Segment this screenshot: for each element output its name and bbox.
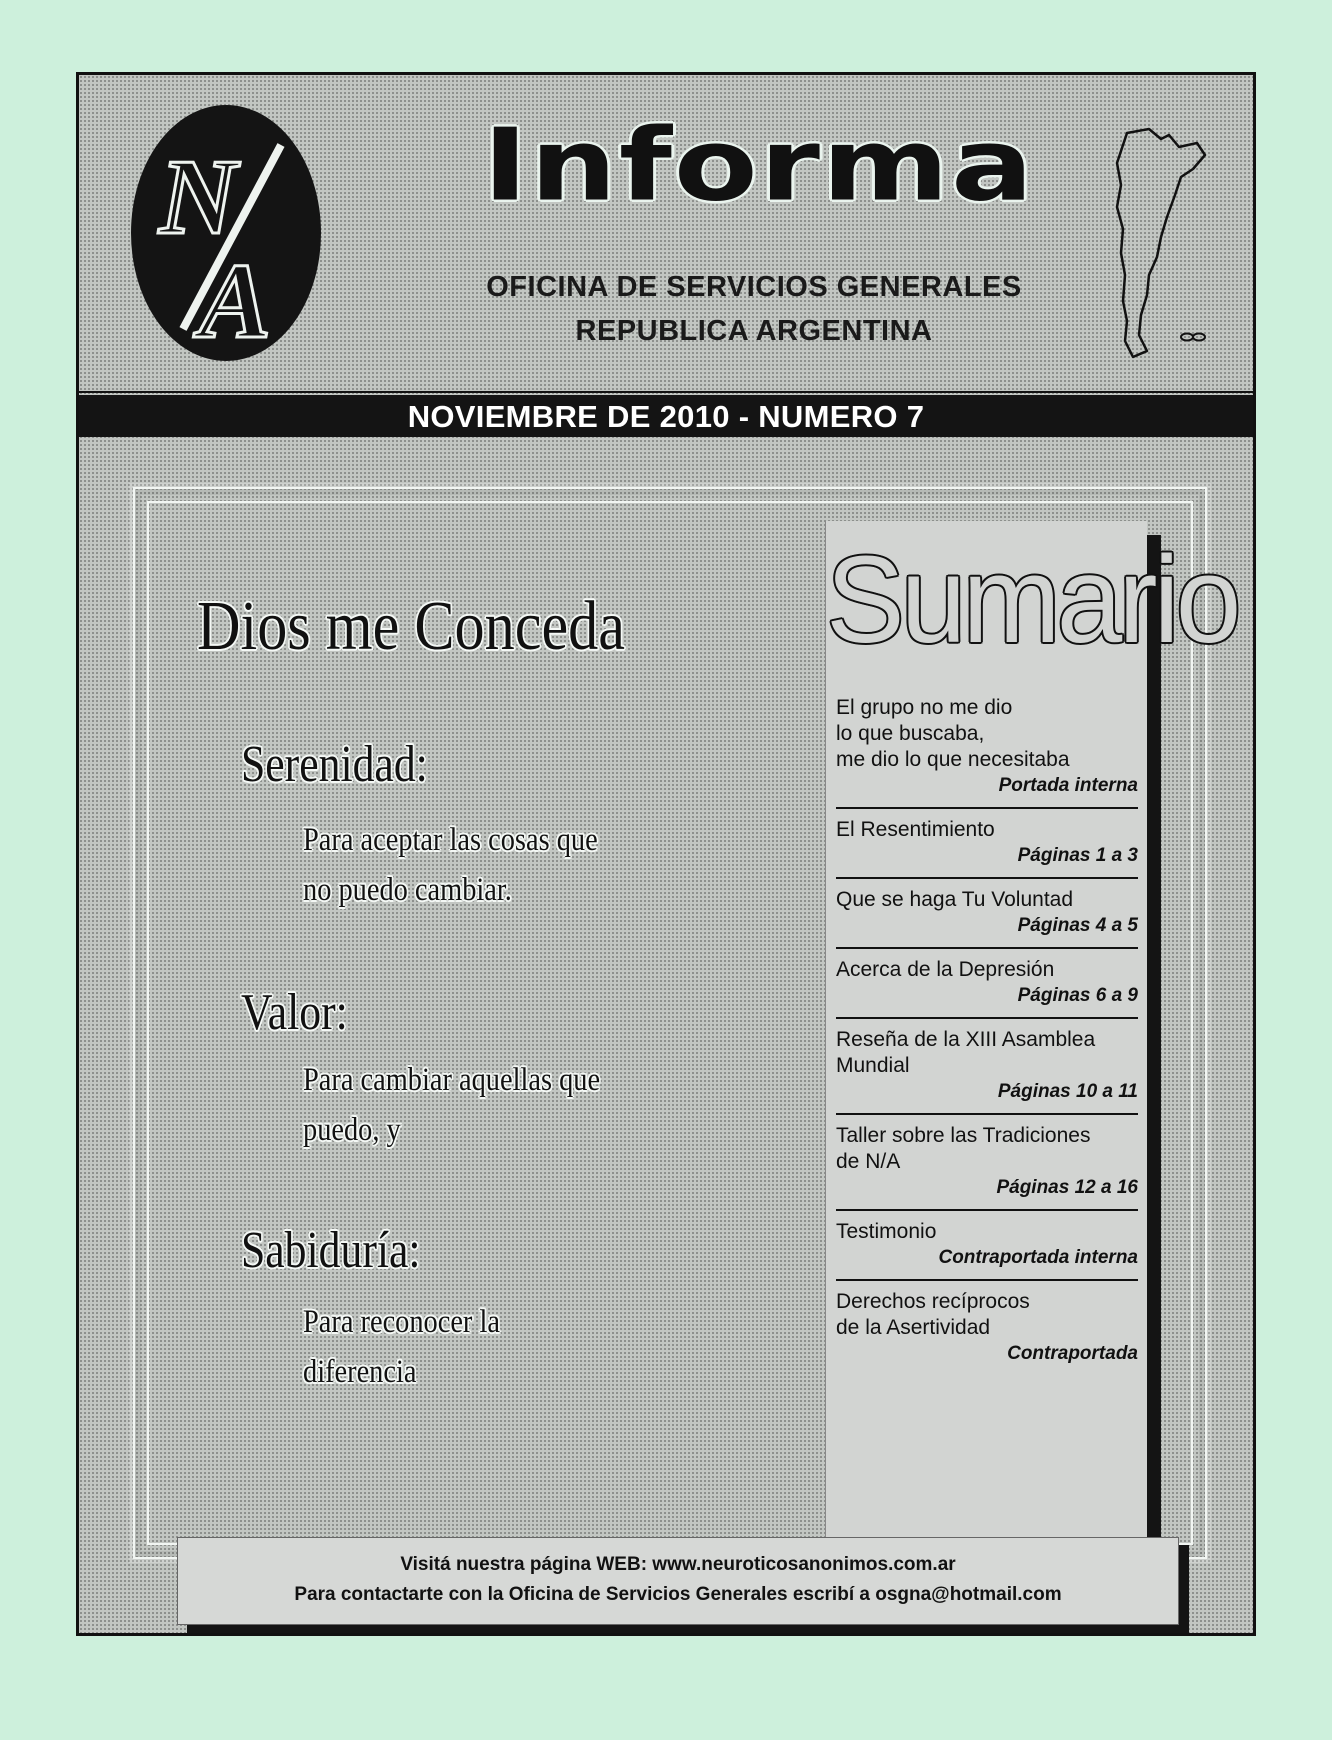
toc-item-pages: Portada interna xyxy=(998,775,1138,796)
toc-item[interactable] xyxy=(836,1281,1138,1375)
toc-item-title: Acerca de la Depresión xyxy=(836,958,1055,981)
svg-text:A: A xyxy=(199,242,272,361)
virtue-sabiduria-line2: diferencia xyxy=(303,1354,417,1390)
contact-footer xyxy=(177,1537,1179,1625)
toc-item-pages: Páginas 1 a 3 xyxy=(1017,845,1138,866)
virtue-sabiduria: Sabiduría: xyxy=(241,1222,421,1279)
country-subtitle: REPUBLICA ARGENTINA xyxy=(575,315,933,347)
table-of-contents xyxy=(836,687,1138,1375)
toc-item[interactable] xyxy=(836,879,1138,949)
sumario-box xyxy=(825,521,1238,1611)
virtue-valor-line2: puedo, y xyxy=(303,1112,401,1148)
toc-item-title: El grupo no me dio lo que buscaba, me dio lo que necesitaba xyxy=(836,696,1070,771)
toc-item-title: Reseña de la XIII Asamblea Mundial xyxy=(836,1028,1096,1077)
toc-item-title: El Resentimiento xyxy=(836,818,995,841)
virtue-serenidad-line2: no puedo cambiar. xyxy=(303,872,512,908)
issue-date-bar: NOVIEMBRE DE 2010 - NUMERO 7 xyxy=(79,395,1253,437)
toc-item-pages: Páginas 4 a 5 xyxy=(1017,915,1138,936)
toc-item-pages: Páginas 10 a 11 xyxy=(997,1081,1138,1102)
masthead-header xyxy=(79,75,1253,393)
toc-item[interactable] xyxy=(836,687,1138,809)
toc-item[interactable] xyxy=(836,1211,1138,1281)
toc-item[interactable] xyxy=(836,949,1138,1019)
virtue-serenidad: Serenidad: xyxy=(241,736,428,793)
toc-item-title: Testimonio xyxy=(836,1220,937,1243)
toc-item[interactable] xyxy=(836,1115,1138,1211)
toc-item-pages: Páginas 6 a 9 xyxy=(1017,985,1138,1006)
magazine-cover xyxy=(76,72,1256,1636)
na-logo xyxy=(131,105,321,361)
virtue-serenidad-line1: Para aceptar las cosas que xyxy=(303,822,598,858)
argentina-map-icon xyxy=(1109,125,1219,365)
virtue-valor-line1: Para cambiar aquellas que xyxy=(303,1062,601,1098)
toc-item-title: Derechos recíprocos de la Asertividad xyxy=(836,1290,1030,1339)
svg-text:N: N xyxy=(159,138,237,257)
website-line[interactable]: Visitá nuestra página WEB: www.neuroticosanonimos.com.ar xyxy=(400,1554,956,1575)
toc-item-title: Taller sobre las Tradiciones de N/A xyxy=(836,1124,1091,1173)
toc-item-pages: Contraportada xyxy=(1007,1343,1138,1364)
email-line[interactable]: Para contactarte con la Oficina de Servicios Generales escribí a osgna@hotmail.com xyxy=(294,1584,1062,1605)
masthead-title: Informa xyxy=(482,106,1036,224)
office-subtitle: OFICINA DE SERVICIOS GENERALES xyxy=(486,271,1022,303)
virtue-sabiduria-line1: Para reconocer la xyxy=(303,1304,500,1340)
toc-item-pages: Contraportada interna xyxy=(938,1247,1138,1268)
toc-item[interactable] xyxy=(836,809,1138,879)
prayer-title: Dios me Conceda xyxy=(197,588,625,665)
virtue-valor: Valor: xyxy=(241,984,348,1041)
sumario-title: Sumario xyxy=(826,530,1238,670)
toc-item-title: Que se haga Tu Voluntad xyxy=(836,888,1074,911)
toc-item-pages: Páginas 12 a 16 xyxy=(996,1177,1138,1198)
toc-item[interactable] xyxy=(836,1019,1138,1115)
